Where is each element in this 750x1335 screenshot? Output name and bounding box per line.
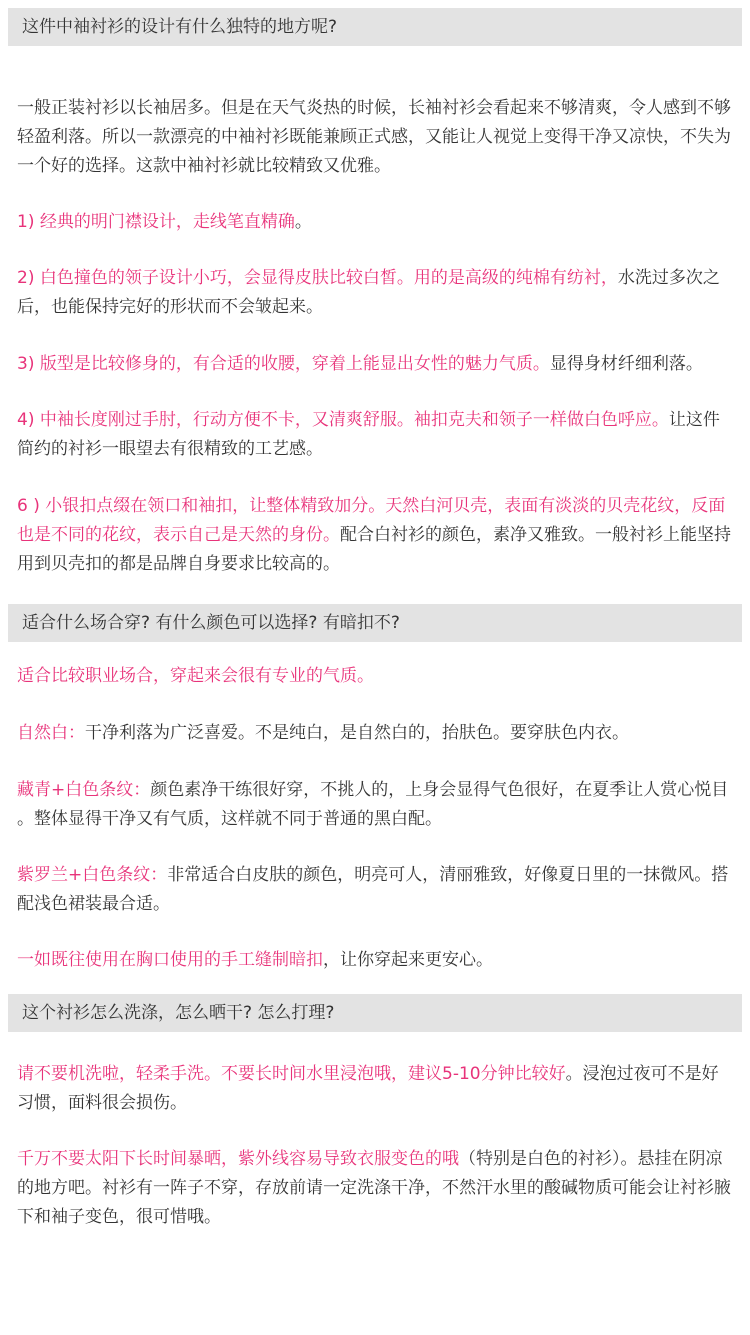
- body-text: 水洗过多次之: [617, 268, 720, 288]
- intro-line: 一般正装衬衫以长袖居多。但是在天气炎热的时候，长袖衬衫会看起来不够清爽，令人感到不够: [17, 98, 731, 118]
- body-text: 。: [294, 212, 312, 232]
- highlight-text: 自然白：: [17, 723, 85, 743]
- body-text: 配浅色裙装最合适。: [17, 894, 170, 914]
- highlight-text: 2) 白色撞色的领子设计小巧，会显得皮肤比较白皙。用的是高级的纯棉有纺衬，: [17, 268, 618, 288]
- color-option-violet-stripe: [17, 861, 739, 919]
- body-text: 配合白衬衫的颜色，素净又雅致。一般衬衫上能坚持: [340, 525, 731, 545]
- design-point-4: [17, 406, 739, 464]
- body-text: 让这件: [668, 410, 720, 430]
- body-text: （特别是白色的衬衫）。悬挂在阴凉: [459, 1149, 723, 1169]
- intro-paragraph: [17, 94, 739, 181]
- body-text: 的地方吧。衬衫有一阵子不穿，存放前请一定洗涤干净，不然汗水里的酸碱物质可能会让衬衫腋: [17, 1178, 731, 1198]
- design-point-6: [17, 492, 739, 579]
- body-text: 简约的衬衫一眼望去有很精致的工艺感。: [17, 439, 323, 459]
- body-text: 显得身材纤细利落。: [549, 354, 703, 374]
- design-point-3: [17, 350, 739, 379]
- section-header-occasions: 适合什么场合穿? 有什么颜色可以选择? 有暗扣不?: [8, 604, 742, 642]
- body-text: 。浸泡过夜可不是好: [565, 1064, 719, 1084]
- body-text: 后，也能保持完好的形状而不会皱起来。: [17, 297, 323, 317]
- highlight-text: 1) 经典的明门襟设计，走线笔直精确: [17, 212, 295, 232]
- hidden-button-note: [17, 946, 739, 975]
- highlight-text: 也是不同的花纹，表示自己是天然的身份。: [17, 525, 340, 545]
- highlight-text: 一如既往使用在胸口使用的手工缝制暗扣: [17, 950, 323, 970]
- design-point-1: [17, 208, 739, 237]
- section-header-design: 这件中袖衬衫的设计有什么独特的地方呢?: [8, 8, 742, 46]
- color-option-navy-stripe: [17, 776, 739, 834]
- color-option-natural-white: [17, 719, 739, 748]
- body-text: 干净利落为广泛喜爱。不是纯白，是自然白的，抬肤色。要穿肤色内衣。: [85, 723, 629, 743]
- care-item-drying: [17, 1145, 739, 1232]
- highlight-text: 6 ) 小银扣点缀在领口和袖扣，让整体精致加分。天然白河贝壳，表面有淡淡的贝壳花纹，反面: [17, 496, 726, 516]
- design-point-2: [17, 264, 739, 322]
- body-text: 用到贝壳扣的都是品牌自身要求比较高的。: [17, 554, 340, 574]
- body-text: 颜色素净干练很好穿，不挑人的，上身会显得气色很好，在夏季让人赏心悦目: [150, 780, 729, 800]
- intro-line: 轻盈利落。所以一款漂亮的中袖衬衫既能兼顾正式感，又能让人视觉上变得干净又凉快，不失为: [17, 127, 731, 147]
- section-header-care: 这个衬衫怎么洗涤，怎么晒干? 怎么打理?: [8, 994, 742, 1032]
- body-text: 下和袖子变色，很可惜哦。: [17, 1207, 221, 1227]
- highlight-text: 千万不要太阳下长时间暴晒，紫外线容易导致衣服变色的哦: [17, 1149, 459, 1169]
- body-text: 非常适合白皮肤的颜色，明亮可人，清丽雅致，好像夏日里的一抹微风。搭: [167, 865, 729, 885]
- intro-line: 一个好的选择。这款中袖衬衫就比较精致又优雅。: [17, 156, 391, 176]
- highlight-text: 紫罗兰+白色条纹：: [17, 865, 168, 885]
- highlight-text: 藏青+白色条纹：: [17, 780, 151, 800]
- body-text: 。整体显得干净又有气质，这样就不同于普通的黑白配。: [17, 809, 442, 829]
- highlight-text: 4) 中袖长度刚过手肘，行动方便不卡，又清爽舒服。袖扣克夫和领子一样做白色呼应。: [17, 410, 669, 430]
- highlight-text: 适合比较职业场合，穿起来会很有专业的气质。: [17, 666, 374, 686]
- care-item-washing: [17, 1060, 739, 1118]
- occasion-item: [17, 662, 739, 691]
- body-text: 习惯，面料很会损伤。: [17, 1093, 187, 1113]
- highlight-text: 3) 版型是比较修身的，有合适的收腰，穿着上能显出女性的魅力气质。: [17, 354, 550, 374]
- highlight-text: 请不要机洗啦，轻柔手洗。不要长时间水里浸泡哦，建议5-10分钟比较好: [17, 1064, 566, 1084]
- body-text: ，让你穿起来更安心。: [323, 950, 493, 970]
